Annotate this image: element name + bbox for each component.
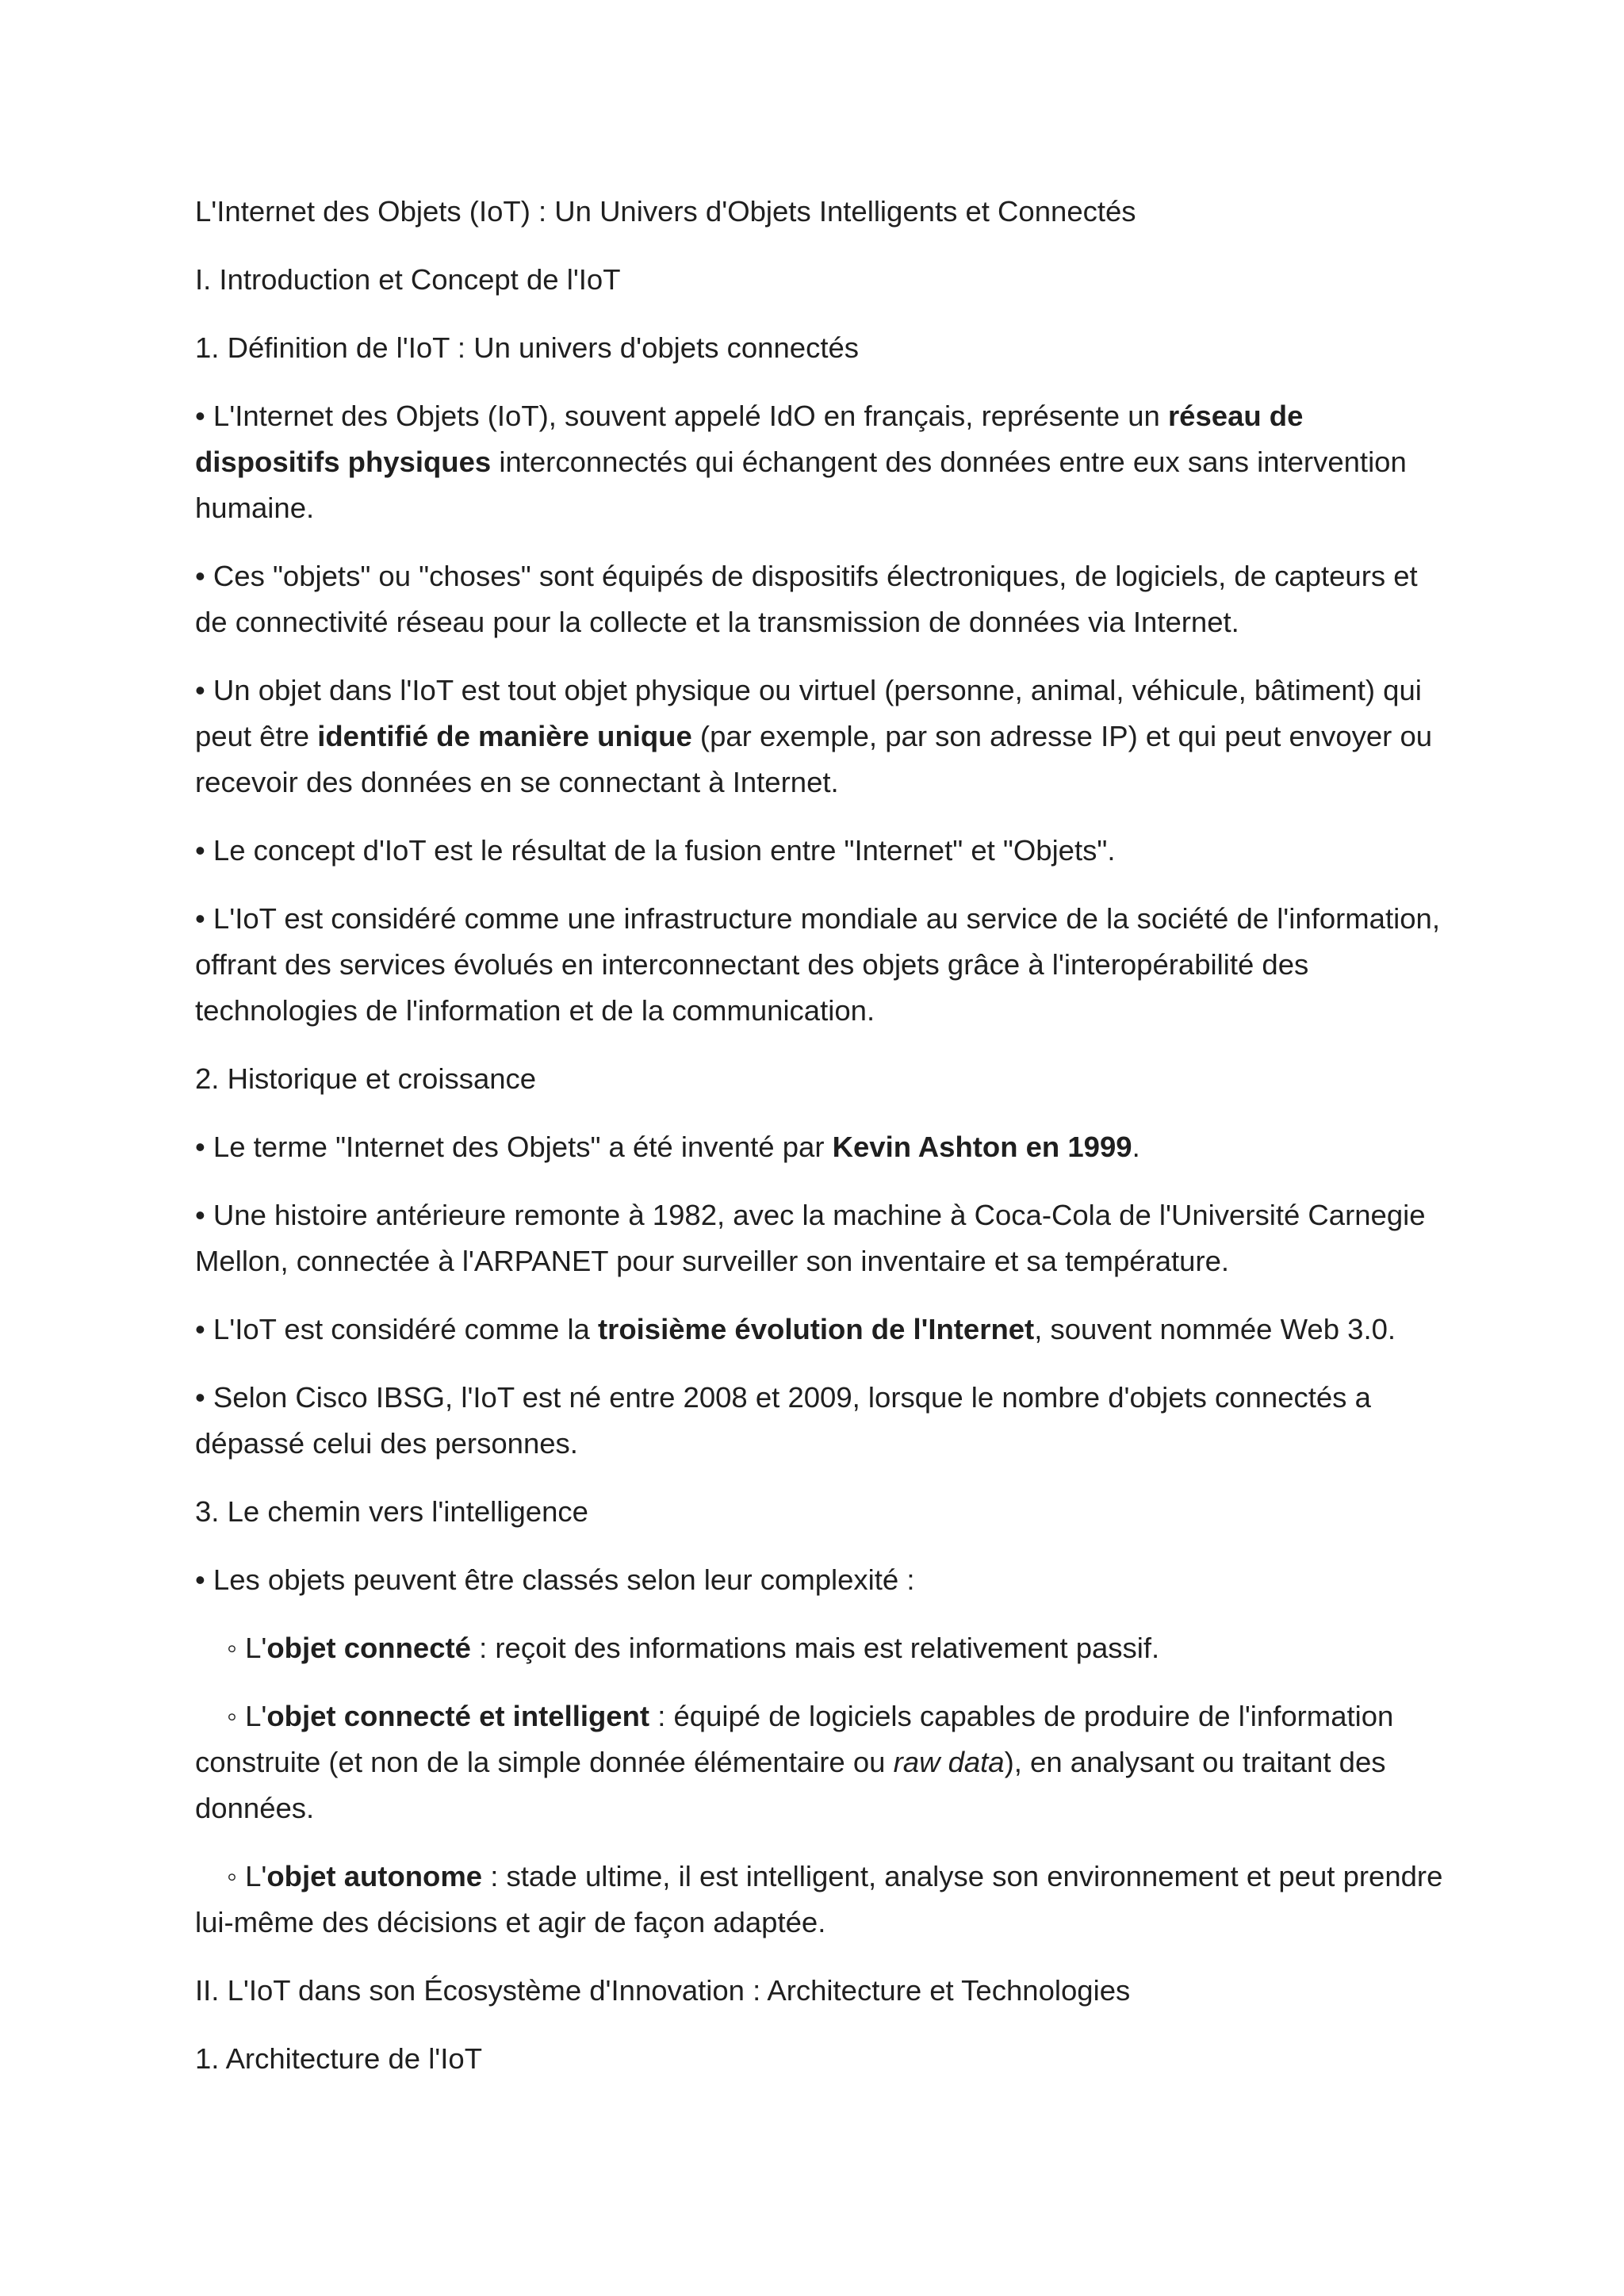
- list-item-text: L': [236, 1700, 267, 1732]
- list-item-text: L': [236, 1632, 267, 1664]
- list-item: [195, 393, 1448, 531]
- bullet-icon: •: [195, 1199, 205, 1231]
- subsection-1-3-heading: 3. Le chemin vers l'intelligence: [195, 1495, 588, 1528]
- list-item-text: Ces "objets" ou "choses" sont équipés de dispositifs électroniques, de logiciels, de capteurs et de connectivité réseau pour la collecte et la transmission de données via Internet.: [195, 560, 1418, 638]
- list-item-text: Le terme "Internet des Objets" a été inventé par: [205, 1131, 833, 1163]
- bullet-icon: •: [195, 902, 205, 935]
- subsection-1-2-heading: 2. Historique et croissance: [195, 1062, 537, 1095]
- bullet-icon: •: [195, 1563, 205, 1596]
- list-item-text: (par exemple, par son adresse IP) et qui peut envoyer ou recevoir des données en se connectant à Internet.: [195, 720, 1433, 798]
- hollow-bullet-icon: ◦: [227, 1700, 237, 1732]
- list-item-text: : équipé de logiciels capables de produire de l'information construite (et non de la simple donnée élémentaire ou: [195, 1700, 1394, 1778]
- list-item-emphasis: objet connecté: [266, 1632, 471, 1664]
- bullet-icon: •: [195, 1131, 205, 1163]
- list-item-emphasis: réseau de dispositifs physiques: [195, 400, 1304, 478]
- list-item: [195, 553, 1448, 645]
- list-item-text: interconnectés qui échangent des données entre eux sans intervention humaine.: [195, 446, 1407, 524]
- list-item-text: Les objets peuvent être classés selon leur complexité :: [205, 1563, 915, 1596]
- list-item-emphasis: identifié de manière unique: [317, 720, 692, 752]
- list-item-text: Une histoire antérieure remonte à 1982, avec la machine à Coca-Cola de l'Université Carnegie Mellon, connectée à l'ARPANET pour surveiller son inventaire et sa température.: [195, 1199, 1426, 1277]
- bullet-icon: •: [195, 1313, 205, 1345]
- list-item-text: Un objet dans l'IoT est tout objet physique ou virtuel (personne, animal, véhicule, bâtiment) qui peut être: [195, 674, 1422, 752]
- document-title: L'Internet des Objets (IoT) : Un Univers d'Objets Intelligents et Connectés: [195, 195, 1136, 228]
- list-item-text: Le concept d'IoT est le résultat de la fusion entre "Internet" et "Objets".: [205, 834, 1116, 867]
- list-item-emphasis: Kevin Ashton en 1999: [832, 1131, 1132, 1163]
- sub-list-item: [195, 1625, 1448, 1671]
- list-item-text: .: [1132, 1131, 1140, 1163]
- list-item-text: L'IoT est considéré comme une infrastructure mondiale au service de la société de l'information, offrant des services évolués en interconnectant des objets grâce à l'interopérabilité des technologies de l'information et de la communication.: [195, 902, 1440, 1027]
- hollow-bullet-icon: ◦: [227, 1860, 237, 1892]
- sub-list-item: [195, 1854, 1448, 1946]
- list-item-text: , souvent nommée Web 3.0.: [1034, 1313, 1396, 1345]
- list-item: [195, 1192, 1448, 1284]
- list-item: [195, 1557, 1448, 1603]
- list-item-text: : reçoit des informations mais est relativement passif.: [470, 1632, 1160, 1664]
- list-item: [195, 828, 1448, 874]
- list-item-italic: raw data: [893, 1746, 1005, 1778]
- sub-list-item: [195, 1693, 1448, 1831]
- list-item-text: : stade ultime, il est intelligent, analyse son environnement et peut prendre lui-même des décisions et agir de façon adaptée.: [195, 1860, 1443, 1938]
- list-item: [195, 1375, 1448, 1467]
- list-item-text: ), en analysant ou traitant des données.: [195, 1746, 1386, 1824]
- list-item-text: L'IoT est considéré comme la: [205, 1313, 598, 1345]
- list-item: [195, 1124, 1448, 1170]
- subsection-1-1-heading: 1. Définition de l'IoT : Un univers d'objets connectés: [195, 331, 860, 364]
- list-item-text: L'Internet des Objets (IoT), souvent appelé IdO en français, représente un: [205, 400, 1168, 432]
- list-item-text: L': [236, 1860, 267, 1892]
- list-item-text: Selon Cisco IBSG, l'IoT est né entre 2008 et 2009, lorsque le nombre d'objets connectés a dépassé celui des personnes.: [195, 1381, 1371, 1460]
- list-item-emphasis: troisième évolution de l'Internet: [598, 1313, 1035, 1345]
- list-item: [195, 896, 1448, 1034]
- document-body: [195, 189, 1448, 2104]
- bullet-icon: •: [195, 834, 205, 867]
- list-item: [195, 668, 1448, 806]
- hollow-bullet-icon: ◦: [227, 1632, 237, 1664]
- list-item: [195, 1307, 1448, 1353]
- section-2-heading: II. L'IoT dans son Écosystème d'Innovation : Architecture et Technologies: [195, 1974, 1131, 2007]
- list-item-emphasis: objet connecté et intelligent: [266, 1700, 650, 1732]
- bullet-icon: •: [195, 674, 205, 706]
- bullet-icon: •: [195, 1381, 205, 1414]
- section-1-heading: I. Introduction et Concept de l'IoT: [195, 263, 621, 296]
- subsection-2-1-heading: 1. Architecture de l'IoT: [195, 2042, 483, 2075]
- bullet-icon: •: [195, 400, 205, 432]
- bullet-icon: •: [195, 560, 205, 592]
- list-item-emphasis: objet autonome: [266, 1860, 483, 1892]
